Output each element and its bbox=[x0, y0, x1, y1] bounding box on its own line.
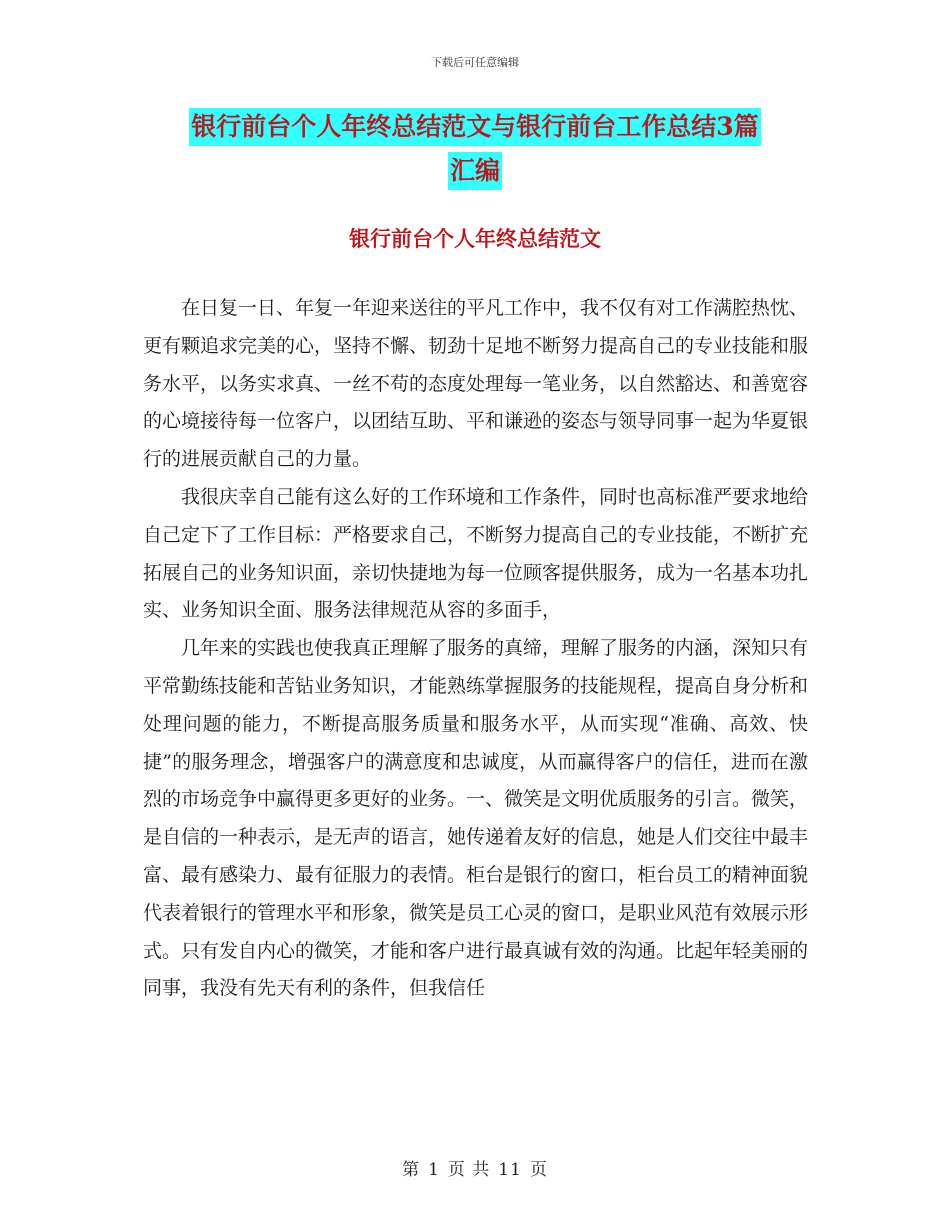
page-label-suffix: 页 bbox=[529, 1160, 548, 1180]
document-body bbox=[143, 290, 808, 1008]
document-title-line-2: 汇编 bbox=[448, 152, 502, 190]
body-paragraph-3: 几年来的实践也使我真正理解了服务的真缔，理解了服务的内涵，深知只有平常勤练技能和苦钻业务知识，才能熟练掌握服务的技能规程，提高自身分析和处理问题的能力，不断提高服务质量和服务水平，从而实现“准确、高效、快捷”的服务理念，增强客户的满意度和忠诚度，从而赢得客户的信任，进而在激烈的市场竞争中赢得更多更好的业务。一、微笑是文明优质服务的引言。微笑，是自信的一种表示，是无声的语言，她传递着友好的信息，她是人们交往中最丰富、最有感染力、最有征服力的表情。柜台是银行的窗口，柜台员工的精神面貌代表着银行的管理水平和形象，微笑是员工心灵的窗口，是职业风范有效展示形式。只有发自内心的微笑，才能和客户进行最真诚有效的沟通。比起年轻美丽的同事，我没有先天有利的条件，但我信任 bbox=[143, 637, 809, 1000]
page-total-number: 11 bbox=[498, 1160, 522, 1180]
page-header-note: 下载后可任意编辑 bbox=[431, 56, 519, 69]
page-footer bbox=[0, 1155, 950, 1180]
body-paragraph-1: 在日复一日、年复一年迎来送往的平凡工作中，我不仅有对工作满腔热忱、更有颗追求完美的心，坚持不懈、韧劲十足地不断努力提高自己的专业技能和服务水平，以务实求真、一丝不苟的态度处理每一笔业务，以自然豁达、和善宽容的心境接待每一位客户，以团结互助、平和谦逊的姿态与领导同事一起为华夏银行的进展贡献自己的力量。 bbox=[143, 297, 809, 471]
document-title bbox=[150, 108, 800, 196]
document-title-line-1: 银行前台个人年终总结范文与银行前台工作总结3篇 bbox=[189, 108, 760, 146]
page-label-prefix: 第 bbox=[402, 1160, 421, 1180]
section-heading: 银行前台个人年终总结范文 bbox=[349, 226, 601, 251]
body-paragraph-2: 我很庆幸自己能有这么好的工作环境和工作条件，同时也高标准严要求地给自己定下了工作目标：严格要求自己，不断努力提高自己的专业技能，不断扩充拓展自己的业务知识面，亲切快捷地为每一位顾客提供服务，成为一名基本功扎实、业务知识全面、服务法律规范从容的多面手， bbox=[143, 485, 809, 622]
page-current-number: 1 bbox=[428, 1160, 440, 1180]
page-label-mid: 页 共 bbox=[447, 1160, 491, 1180]
